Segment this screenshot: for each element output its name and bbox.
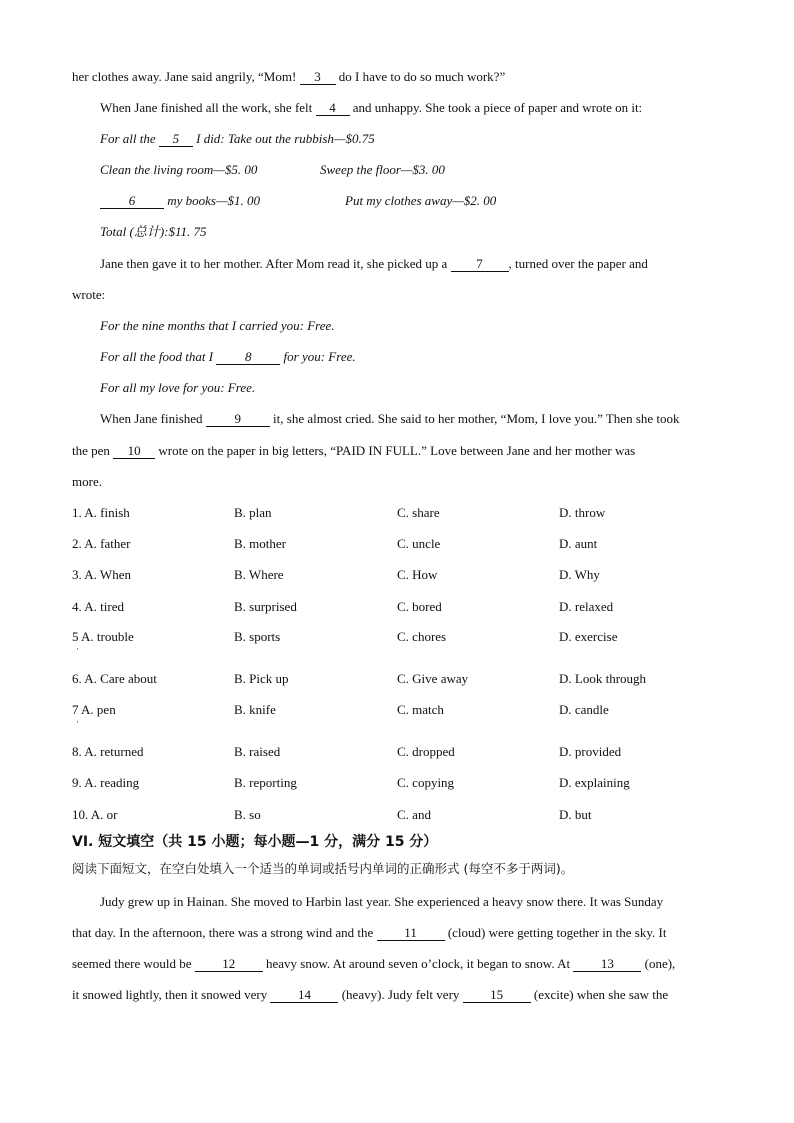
question-options: [72, 671, 732, 687]
passage-line: [100, 131, 375, 147]
option-a: 9. A. reading: [72, 775, 140, 790]
text: her clothes away. Jane said angrily, “Mom!: [72, 69, 300, 84]
question-options: [72, 599, 732, 615]
option-d: D. but: [559, 807, 592, 822]
text: Jane then gave it to her mother. After Mom read it, she picked up a: [100, 256, 451, 271]
stray-dot: ·: [76, 717, 79, 727]
passage-line: [100, 256, 648, 272]
text: wrote on the paper in big letters, “PAID IN FULL.” Love between Jane and her mother was: [155, 443, 636, 458]
option-b: B. raised: [234, 744, 281, 759]
passage-line: [100, 411, 680, 427]
option-d: D. provided: [559, 744, 622, 759]
text: Total (总计):$11. 75: [100, 224, 207, 239]
passage-line: [345, 193, 496, 209]
text: For the nine months that I carried you: Free.: [100, 318, 335, 333]
passage-line: [72, 287, 105, 303]
text: do I have to do so much work?”: [335, 69, 506, 84]
text: Clean the living room—$5. 00: [100, 162, 258, 177]
option-c: C. bored: [397, 599, 442, 614]
blank-13: 13: [573, 957, 641, 972]
passage-line: [72, 987, 668, 1003]
section-title: VI. 短文填空（共 15 小题；每小题—1 分，满分 15 分）: [72, 834, 438, 850]
blank-4: 4: [316, 101, 350, 116]
question-options: [72, 505, 732, 521]
text: Sweep the floor—$3. 00: [320, 162, 445, 177]
option-b: B. plan: [234, 505, 272, 520]
question-options: [72, 567, 732, 583]
option-d: D. exercise: [559, 629, 618, 644]
text: When Jane finished: [100, 411, 206, 426]
option-c: C. dropped: [397, 744, 455, 759]
option-a: 6. A. Care about: [72, 671, 157, 686]
passage-line: [100, 224, 207, 240]
blank-15: 15: [463, 988, 531, 1003]
option-b: B. reporting: [234, 775, 297, 790]
text: it snowed lightly, then it snowed very: [72, 987, 271, 1002]
question-options: [72, 775, 732, 791]
text: (heavy). Judy felt very: [338, 987, 463, 1002]
text: When Jane finished all the work, she felt: [100, 100, 316, 115]
option-c: C. uncle: [397, 536, 441, 551]
passage-line: [72, 956, 675, 972]
question-options: [72, 536, 732, 552]
option-c: C. Give away: [397, 671, 469, 686]
blank-3: 3: [300, 70, 336, 85]
text: the pen: [72, 443, 114, 458]
text: more.: [72, 474, 102, 489]
question-options: [72, 807, 732, 823]
blank-10: 10: [113, 444, 155, 459]
passage-line: [100, 318, 335, 334]
option-c: C. copying: [397, 775, 455, 790]
text: (excite) when she saw the: [530, 987, 669, 1002]
option-c: C. How: [397, 567, 438, 582]
blank-9: 9: [206, 412, 270, 427]
text: (cloud) were getting together in the sky. It: [444, 925, 667, 940]
blank-14: 14: [270, 988, 338, 1003]
option-a: 7 A. pen: [72, 702, 116, 717]
passage-line: [100, 162, 257, 178]
blank-11: 11: [377, 926, 445, 941]
text: my books—$1. 00: [164, 193, 261, 208]
option-b: B. mother: [234, 536, 286, 551]
blank-7: 7: [451, 257, 509, 272]
passage-line: [72, 443, 635, 459]
question-options: [72, 629, 732, 654]
option-b: B. surprised: [234, 599, 297, 614]
passage-line: [100, 894, 663, 910]
option-d: D. throw: [559, 505, 606, 520]
option-a: 3. A. When: [72, 567, 131, 582]
option-b: B. Pick up: [234, 671, 289, 686]
option-c: C. match: [397, 702, 444, 717]
text: Judy grew up in Hainan. She moved to Harbin last year. She experienced a heavy snow there. It was Sunday: [100, 894, 664, 909]
text: I did: Take out the rubbish—$0.75: [192, 131, 375, 146]
option-a: 2. A. father: [72, 536, 131, 551]
option-a: 8. A. returned: [72, 744, 144, 759]
text: wrote:: [72, 287, 106, 302]
stray-dot: ·: [76, 644, 79, 654]
option-d: D. candle: [559, 702, 609, 717]
question-options: [72, 744, 732, 760]
option-c: C. share: [397, 505, 440, 520]
text: and unhappy. She took a piece of paper and wrote on it:: [349, 100, 643, 115]
text: For all the food that I: [100, 349, 217, 364]
passage-line: [320, 162, 445, 178]
text: For all my love for you: Free.: [100, 380, 256, 395]
passage-line: [100, 100, 642, 116]
text: for you: Free.: [280, 349, 356, 364]
blank-6: 6: [100, 194, 164, 209]
option-b: B. so: [234, 807, 261, 822]
text: it, she almost cried. She said to her mother, “Mom, I love you.” Then she took: [269, 411, 680, 426]
passage-line: [100, 349, 356, 365]
option-c: C. and: [397, 807, 431, 822]
option-a: 1. A. finish: [72, 505, 130, 520]
blank-12: 12: [195, 957, 263, 972]
option-d: D. Why: [559, 567, 600, 582]
text: , turned over the paper and: [508, 256, 648, 271]
option-d: D. Look through: [559, 671, 647, 686]
text: that day. In the afternoon, there was a strong wind and the: [72, 925, 377, 940]
option-a: 4. A. tired: [72, 599, 124, 614]
passage-line: [100, 380, 255, 396]
option-d: D. explaining: [559, 775, 630, 790]
option-b: B. Where: [234, 567, 284, 582]
text: heavy snow. At around seven o’clock, it began to snow. At: [262, 956, 574, 971]
option-a: 5 A. trouble: [72, 629, 134, 644]
option-a: 10. A. or: [72, 807, 118, 822]
question-options: [72, 702, 732, 727]
text: For all the: [100, 131, 159, 146]
passage-line: [100, 193, 260, 209]
text: (one),: [641, 956, 676, 971]
option-b: B. knife: [234, 702, 276, 717]
blank-5: 5: [159, 132, 193, 147]
text: Put my clothes away—$2. 00: [345, 193, 497, 208]
passage-line: [72, 925, 666, 941]
section-instruction: 阅读下面短文，在空白处填入一个适当的单词或括号内单词的正确形式 (每空不多于两词)。: [72, 861, 574, 876]
passage-line: [72, 69, 505, 85]
passage-line: [72, 474, 102, 490]
text: seemed there would be: [72, 956, 195, 971]
option-d: D. aunt: [559, 536, 598, 551]
blank-8: 8: [216, 350, 280, 365]
option-d: D. relaxed: [559, 599, 614, 614]
option-b: B. sports: [234, 629, 281, 644]
option-c: C. chores: [397, 629, 447, 644]
